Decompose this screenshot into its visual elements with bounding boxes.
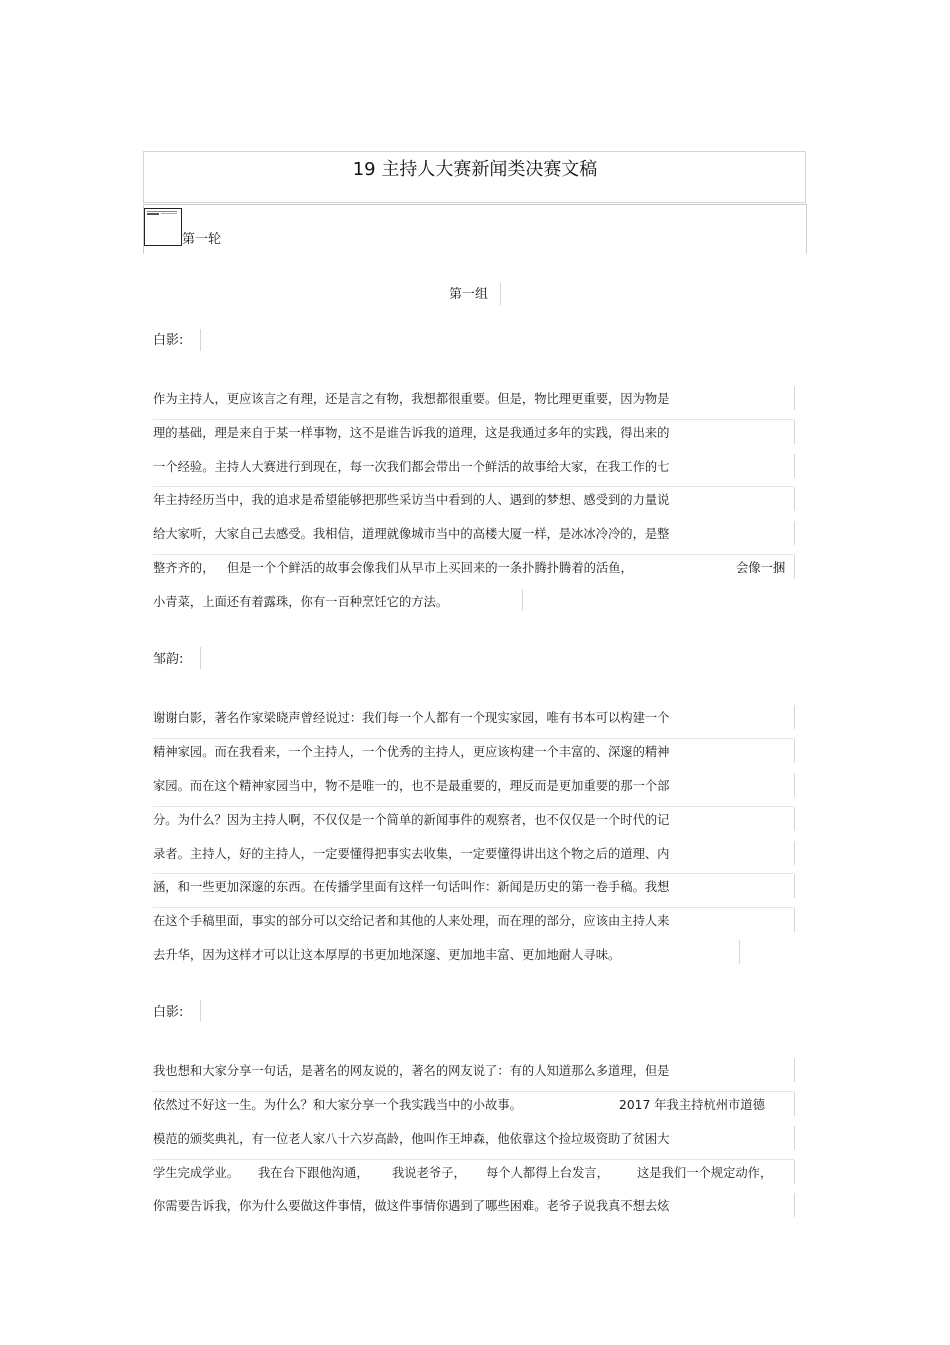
paragraph-line-segment: 我说老爷子， xyxy=(392,1166,466,1180)
speaker-label: 白影: xyxy=(153,333,184,348)
page-title: 19 主持人大赛新闻类决赛文稿 xyxy=(352,159,598,180)
frame-right-edge xyxy=(806,204,807,254)
paragraph-line: 录者。主持人，好的主持人，一定要懂得把事实去收集，一定要懂得讲出这个物之后的道理、内 xyxy=(153,847,670,861)
speaker-label: 白影: xyxy=(153,1005,184,1020)
paragraph-line: 作为主持人，更应该言之有理，还是言之有物，我想都很重要。但是，物比理更重要，因为物是 xyxy=(153,392,670,406)
line-rule xyxy=(153,554,794,555)
paragraph-line-segment: 我在台下跟他沟通， xyxy=(258,1166,369,1180)
line-rule xyxy=(153,1159,794,1160)
header-divider xyxy=(143,204,807,205)
paragraph-line: 精神家园。而在我看来，一个主持人，一个优秀的主持人，更应该构建一个丰富的、深邃的精神 xyxy=(153,745,670,759)
column-edge xyxy=(794,739,795,763)
paragraph-line-segment: 但是一个个鲜活的故事会像我们从早市上买回来的一条扑腾扑腾着的活鱼， xyxy=(227,561,633,575)
thumbnail-line xyxy=(147,211,177,212)
paragraph-line: 给大家听，大家自己去感受。我相信，道理就像城市当中的高楼大厦一样，是冰冰冷冷的，是整 xyxy=(153,527,670,541)
paragraph-line: 在这个手稿里面，事实的部分可以交给记者和其他的人来处理，而在理的部分，应该由主持人来 xyxy=(153,914,670,928)
column-edge xyxy=(200,329,201,351)
column-edge xyxy=(794,841,795,865)
paragraph-line-segment: 会像一捆 xyxy=(736,561,786,575)
column-edge xyxy=(794,555,795,579)
paragraph-line: 谢谢白影，著名作家梁晓声曾经说过：我们每一个人都有一个现实家园，唯有书本可以构建一个 xyxy=(153,711,670,725)
column-edge xyxy=(794,420,795,444)
paragraph-line: 分。为什么？因为主持人啊，不仅仅是一个简单的新闻事件的观察者，也不仅仅是一个时代的记 xyxy=(153,813,670,827)
paragraph-line-segment: 每个人都得上台发言， xyxy=(486,1166,609,1180)
group-heading: 第一组 xyxy=(449,287,489,302)
paragraph-line: 学生完成学业。 xyxy=(153,1166,240,1180)
column-edge xyxy=(794,386,795,410)
paragraph-line: 一个经验。主持人大赛进行到现在，每一次我们都会带出一个鲜活的故事给大家，在我工作的七 xyxy=(153,460,670,474)
column-edge xyxy=(794,487,795,511)
paragraph-line: 模范的颁奖典礼，有一位老人家八十六岁高龄，他叫作王坤森，他依靠这个捡垃圾资助了贫困大 xyxy=(153,1132,670,1146)
line-rule xyxy=(153,873,794,874)
column-edge xyxy=(794,521,795,545)
column-edge xyxy=(794,454,795,478)
paragraph-line: 我也想和大家分享一句话，是著名的网友说的，著名的网友说了：有的人知道那么多道理，但是 xyxy=(153,1064,670,1078)
line-rule xyxy=(153,1091,794,1092)
column-edge xyxy=(794,1126,795,1150)
paragraph-line: 去升华，因为这样才可以让这本厚厚的书更加地深邃、更加地丰富、更加地耐人寻味。 xyxy=(153,948,621,962)
paragraph-line: 依然过不好这一生。为什么？和大家分享一个我实践当中的小故事。 xyxy=(153,1098,522,1112)
column-edge xyxy=(794,874,795,898)
column-edge xyxy=(794,908,795,932)
paragraph-line: 年主持经历当中，我的追求是希望能够把那些采访当中看到的人、遇到的梦想、感受到的力量说 xyxy=(153,493,670,507)
paragraph-line: 家园。而在这个精神家园当中，物不是唯一的，也不是最重要的，理反而是更加重要的那一个部 xyxy=(153,779,670,793)
paragraph-line: 理的基础，理是来自于某一样事物，这不是谁告诉我的道理，这是我通过多年的实践，得出来的 xyxy=(153,426,670,440)
column-edge xyxy=(794,705,795,729)
column-edge xyxy=(794,807,795,831)
paragraph-line-segment: 2017 年我主持杭州市道德 xyxy=(619,1098,765,1112)
column-edge xyxy=(200,647,201,669)
line-rule xyxy=(153,419,794,420)
paragraph-line: 涵，和一些更加深邃的东西。在传播学里面有这样一句话叫作：新闻是历史的第一卷手稿。我想 xyxy=(153,880,670,894)
column-edge xyxy=(794,773,795,797)
paragraph-line: 你需要告诉我，你为什么要做这件事情，做这件事情你遇到了哪些困难。老爷子说我真不想去炫 xyxy=(153,1199,670,1213)
line-rule xyxy=(153,738,794,739)
thumbnail-line xyxy=(147,213,159,215)
line-rule xyxy=(153,907,794,908)
speaker-label: 邹韵: xyxy=(153,652,184,667)
column-edge xyxy=(522,589,523,611)
column-edge xyxy=(794,1058,795,1082)
column-edge xyxy=(794,1092,795,1116)
column-edge xyxy=(200,1000,201,1022)
column-edge xyxy=(794,1193,795,1217)
round-heading: 第一轮 xyxy=(182,232,222,247)
line-rule xyxy=(153,806,794,807)
column-edge xyxy=(794,1160,795,1184)
column-edge xyxy=(739,940,740,964)
thumbnail-line xyxy=(161,213,177,214)
paragraph-line: 小青菜，上面还有着露珠，你有一百种烹饪它的方法。 xyxy=(153,595,449,609)
thumbnail-image xyxy=(144,208,182,246)
column-edge xyxy=(500,283,501,305)
paragraph-line-segment: 这是我们一个规定动作， xyxy=(637,1166,773,1180)
paragraph-line: 整齐齐的， xyxy=(153,561,215,575)
line-rule xyxy=(153,486,794,487)
